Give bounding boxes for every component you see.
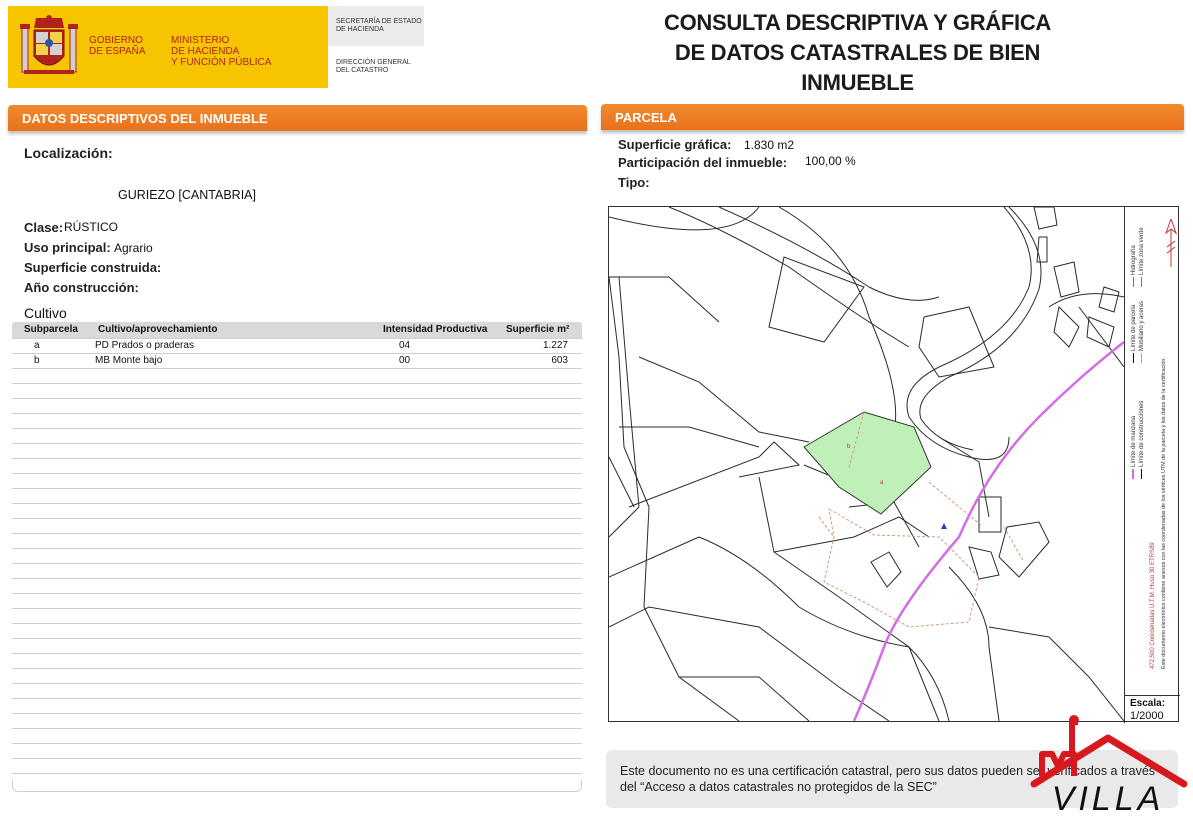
table-row-line — [12, 488, 582, 489]
superficie-construida-label: Superficie construida: — [24, 260, 162, 275]
cell-subparcela: a — [34, 340, 40, 351]
table-row-line — [12, 668, 582, 669]
map-legend-column — [1124, 207, 1180, 695]
cell-superficie: 603 — [551, 355, 568, 366]
north-arrow-icon — [1165, 219, 1177, 267]
document-title: CONSULTA DESCRIPTIVA Y GRÁFICA DE DATOS CATASTRALES DE BIEN INMUEBLE — [663, 10, 1052, 95]
table-row-line — [12, 743, 582, 744]
uso-principal-value: Agrario — [114, 241, 153, 255]
legend-limite-construcciones: Límite de construcciones — [1139, 401, 1145, 479]
table-row-line — [12, 713, 582, 714]
header-cultivo: Cultivo/aprovechamiento — [98, 324, 218, 335]
legend-limite-zona-verde: Límite zona verde — [1139, 227, 1145, 287]
cell-cultivo: MB Monte bajo — [95, 355, 163, 366]
clase-value: RÚSTICO — [64, 220, 118, 234]
government-logo-block — [8, 6, 328, 88]
table-header — [12, 322, 582, 338]
tipo-label: Tipo: — [618, 175, 650, 190]
participacion-value: 100,00 % — [805, 154, 856, 168]
cadastral-map — [608, 206, 1179, 722]
direccion-general-text: DIRECCIÓN GENERAL DEL CATASTRO — [336, 59, 411, 74]
villa-watermark-text: VILLA — [1051, 780, 1165, 816]
parcel-label-a: a — [880, 480, 884, 486]
escala-value: 1/2000 — [1130, 710, 1164, 722]
header-superficie: Superficie m² — [506, 324, 570, 335]
legend-coordenadas: 472,500 Coordenadas U.T.M. Huso 30 ETRS89 — [1150, 542, 1156, 669]
table-row-line — [12, 428, 582, 429]
localizacion-label: Localización: — [24, 145, 113, 161]
anio-construccion-label: Año construcción: — [24, 280, 139, 295]
superficie-grafica-label: Superficie gráfica: — [618, 137, 732, 152]
table-row-line — [12, 413, 582, 414]
secretaria-text: SECRETARÍA DE ESTADO DE HACIENDA — [336, 18, 422, 33]
datos-descriptivos-section-bar — [8, 105, 587, 131]
table-row-line — [12, 443, 582, 444]
parcela-title: PARCELA — [615, 110, 677, 125]
participacion-label: Participación del inmueble: — [618, 155, 788, 170]
legend-hidrografia: Hidrografía — [1131, 245, 1137, 287]
table-row-line — [12, 638, 582, 639]
legend-limite-manzana: Límite de manzana — [1131, 416, 1137, 479]
spain-coat-of-arms-icon — [20, 14, 78, 82]
table-row-line — [12, 533, 582, 534]
table-row-line — [12, 503, 582, 504]
clase-label: Clase: — [24, 220, 64, 235]
table-row-line — [12, 653, 582, 654]
header-subparcela: Subparcela — [24, 324, 78, 335]
legend-documento-electronico: Este documento electrónico contiene anexos con las coordenadas de los vértices UTM de la parcela y los datos de la certificación. — [1161, 357, 1167, 669]
superficie-grafica-value: 1.830 m2 — [744, 138, 795, 152]
table-row-line — [12, 608, 582, 609]
table-row-line — [12, 458, 582, 459]
table-row-line — [12, 728, 582, 729]
villa-watermark-logo — [1028, 714, 1188, 816]
cell-intensidad: 04 — [399, 340, 411, 351]
table-row-line — [12, 353, 582, 354]
table-row-line — [12, 548, 582, 549]
cell-subparcela: b — [34, 355, 40, 366]
table-row-line — [12, 698, 582, 699]
escala-label: Escala: — [1130, 698, 1166, 709]
header-intensidad: Intensidad Productiva — [383, 324, 488, 335]
cell-intensidad: 00 — [399, 355, 411, 366]
table-row-line — [12, 368, 582, 369]
ministerio-text: MINISTERIO DE HACIENDA Y FUNCIÓN PÚBLICA — [171, 35, 272, 68]
parcela-section-bar — [601, 104, 1184, 130]
legend-limite-parcela: Límite de parcela — [1131, 305, 1137, 363]
localizacion-value: GURIEZO [CANTABRIA] — [118, 188, 256, 202]
table-row-line — [12, 473, 582, 474]
uso-principal-label: Uso principal: — [24, 240, 111, 255]
table-row-line — [12, 338, 582, 339]
table-row-line — [12, 518, 582, 519]
table-row-line — [12, 383, 582, 384]
legend-mobiliario: Mobiliario y aceras — [1139, 301, 1145, 363]
table-footer — [12, 780, 582, 792]
parcel-label-b: b — [847, 444, 851, 450]
cell-cultivo: PD Prados o praderas — [95, 340, 194, 351]
table-row-line — [12, 773, 582, 774]
table-row-line — [12, 683, 582, 684]
datos-descriptivos-title: DATOS DESCRIPTIVOS DEL INMUEBLE — [22, 111, 268, 126]
cultivo-title: Cultivo — [24, 305, 67, 321]
cell-superficie: 1.227 — [542, 340, 568, 351]
disclaimer-text: Este documento no es una certificación catastral, pero sus datos pueden ser verificados a través del “Acceso a datos catastrales no protegidos de la SEC” — [620, 764, 1156, 794]
parcel-map-drawing — [609, 207, 1124, 721]
secretaria-block — [328, 6, 424, 88]
table-row-line — [12, 398, 582, 399]
table-row-line — [12, 758, 582, 759]
table-row-line — [12, 578, 582, 579]
gobierno-de-espana-text: GOBIERNO DE ESPAÑA — [89, 35, 146, 57]
table-row-line — [12, 563, 582, 564]
table-row-line — [12, 623, 582, 624]
table-row-line — [12, 593, 582, 594]
cultivo-table — [12, 322, 582, 792]
